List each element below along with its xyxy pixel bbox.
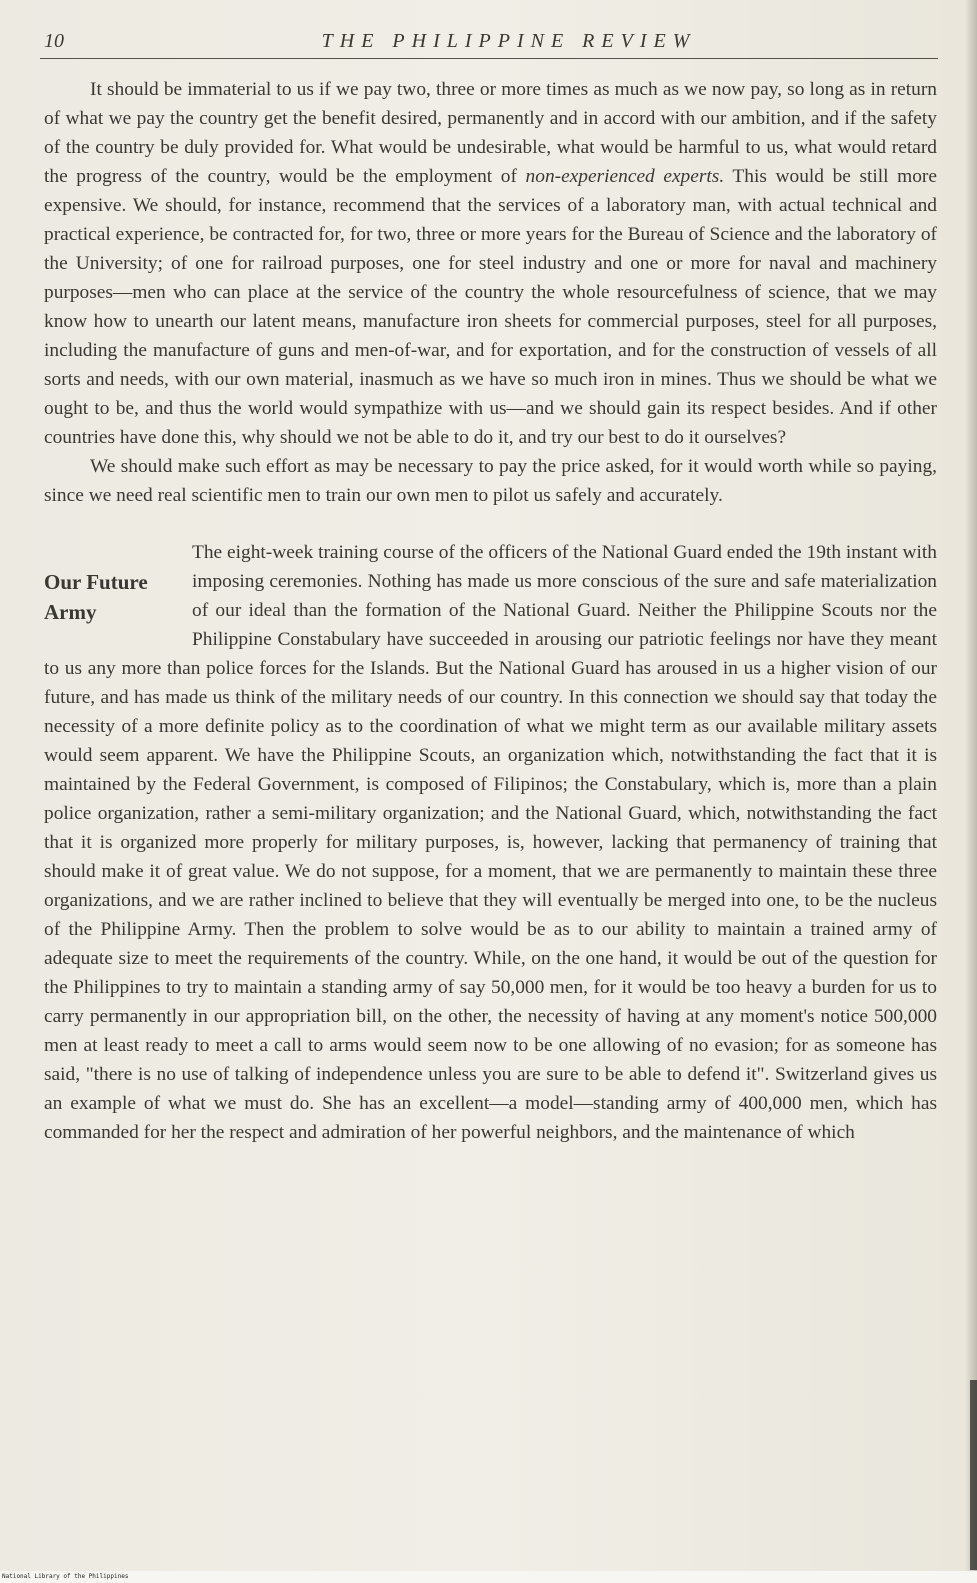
page-number: 10 [44, 30, 64, 52]
page-header [40, 28, 938, 59]
library-credit: National Library of the Philippines [0, 1571, 977, 1583]
paragraph-1-text-b: This would be still more expensive. We should, for instance, recommend that the services of a laboratory man, with actual technical and practical experience, be contracted for, for two, three or more years for the Bureau of Science and the laboratory of the University; of one for railroad purposes, one for steel industry and one or more for naval and machinery purposes—men who can place at the service of the country the whole resourcefulness of science, that we may know how to unearth our latent means, manufacture iron sheets for commercial purposes, steel for all purposes, including the manufacture of guns and men-of-war, and for exportation, and for the construction of vessels of all sorts and needs, with our own material, inasmuch as we have so much iron in mines. Thus we should be what we ought to be, and thus the world would sympathize with us—and we should gain its respect besides. And if other countries have done this, why should we not be able to do it, and try our best to do it ourselves? [44, 166, 937, 448]
paragraph-2: We should make such effort as may be necessary to pay the price asked, for it would worth while so paying, since we need real scientific men to train our own men to pilot us safely and accurately. [44, 456, 937, 506]
section-heading-line-2: Army [44, 600, 97, 624]
page-edge-mark [970, 1380, 977, 1570]
section-heading-line-1: Our Future [44, 570, 148, 594]
section-heading [44, 567, 192, 651]
emphasis-text: non-experienced experts. [525, 166, 725, 187]
paragraph-1-text-a: It should be immaterial to us if we pay two, three or more times as much as we now pay, so long as in return of what we pay the country get the benefit desired, permanently and in accord with our ambition, and if the safety of the country be duly provided for. What would be undesirable, what would be harmful to us, what would retard the progress of the country, would be the employment of [44, 79, 937, 187]
section-paragraph: The eight-week training course of the officers of the National Guard ended the 19th instant with imposing ceremonies. Nothing has made us more conscious of the sure and safe materialization of our ideal than the formation of the National Guard. Neither the Philippine Scouts nor the Philippine Constabulary have succeeded in arousing our patriotic feelings nor have they meant to us any more than police forces for the Islands. But the National Guard has aroused in us a higher vision of our future, and has made us think of the military needs of our country. In this connection we should say that today the necessity of a more definite policy as to the coordination of what we might term as our available military assets would seem apparent. We have the Philippine Scouts, an organization which, notwithstanding the fact that it is maintained by the Federal Government, is composed of Filipinos; the Constabulary, which is, more than a plain police organization, rather a semi-military organization; and the National Guard, which, notwithstanding the fact that it is organized more properly for military purposes, is, however, lacking that permanency of training that should make it of great value. We do not suppose, for a moment, that we are permanently to maintain these three organizations, and we are rather inclined to believe that they will eventually be merged into one, to be the nucleus of the Philippine Army. Then the problem to solve would be as to our ability to maintain a trained army of adequate size to meet the requirements of the country. While, on the one hand, it would be out of the question for the Philippines to try to maintain a standing army of say 50,000 men, for it would be too heavy a burden for us to carry permanently in our appropriation bill, on the other, the necessity of having at any moment's notice 500,000 men at least ready to meet a call to arms would seem now to be one allowing of no evasion; for as someone has said, "there is no use of talking of independence unless you are sure to be able to defend it". Switzerland gives us an example of what we must do. She has an excellent—a model—standing army of 400,000 men, which has commanded for her the respect and admiration of her powerful neighbors, and the maintenance of which [44, 542, 937, 1143]
paragraph-1 [44, 75, 937, 452]
article-body [44, 75, 937, 1147]
section-gap [44, 510, 937, 538]
page-edge-shadow [965, 0, 977, 1583]
running-title: THE PHILIPPINE REVIEW [321, 30, 697, 52]
